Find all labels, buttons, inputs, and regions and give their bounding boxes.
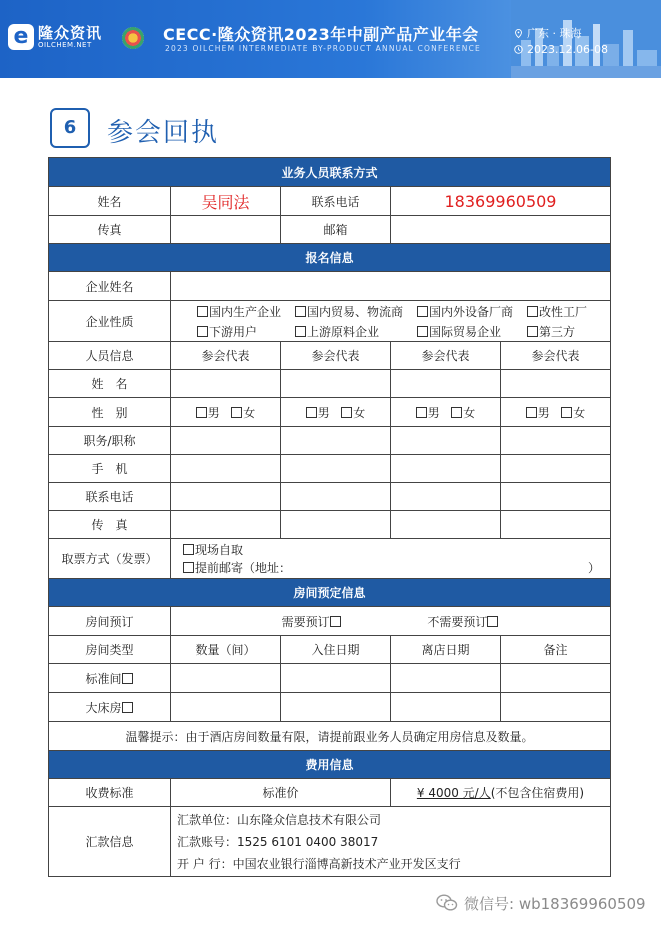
nature-option[interactable]: 第三方 bbox=[527, 323, 575, 340]
rep-mobile-field[interactable] bbox=[171, 455, 281, 483]
conference-title: CECC·隆众资讯2023年中副产品产业年会 bbox=[163, 25, 479, 44]
ticket-method-label: 取票方式（发票） bbox=[49, 539, 171, 579]
checkbox[interactable] bbox=[451, 407, 462, 418]
nature-option[interactable]: 国内外设备厂商 bbox=[417, 303, 527, 320]
email-label: 邮箱 bbox=[281, 216, 391, 244]
checkbox[interactable] bbox=[197, 326, 208, 337]
checkbox[interactable] bbox=[306, 407, 317, 418]
registration-form-table bbox=[48, 157, 611, 877]
name-field[interactable]: 吴同法 bbox=[171, 187, 281, 216]
wechat-id: 微信号: wb18369960509 bbox=[464, 895, 646, 913]
remit-account: 汇款账号：1525 6101 0400 38017 bbox=[177, 834, 379, 849]
section-number-badge: 6 bbox=[50, 108, 90, 148]
room-notice: 温馨提示：由于酒店房间数量有限，请提前跟业务人员确定用房信息及数量。 bbox=[49, 722, 611, 751]
checkbox[interactable] bbox=[295, 326, 306, 337]
rep-title-field[interactable] bbox=[501, 427, 611, 455]
logo-mark: e bbox=[8, 24, 34, 50]
rep-fax-field[interactable] bbox=[391, 511, 501, 539]
rep-phone-field[interactable] bbox=[281, 483, 391, 511]
checkin-header: 入住日期 bbox=[281, 636, 391, 664]
rep-name-field[interactable] bbox=[501, 370, 611, 398]
rep-phone-label: 联系电话 bbox=[49, 483, 171, 511]
room-booking-label: 房间预订 bbox=[49, 607, 171, 636]
standard-price-label: 标准价 bbox=[171, 779, 391, 807]
nature-option[interactable]: 下游用户 bbox=[197, 323, 295, 340]
conference-location bbox=[514, 25, 582, 41]
remit-bank: 开 户 行：中国农业银行淄博高新技术产业开发区支行 bbox=[177, 856, 461, 871]
standard-checkout-field[interactable] bbox=[391, 664, 501, 693]
no-booking-option[interactable]: 不需要预订 bbox=[427, 615, 499, 629]
conference-date bbox=[514, 43, 608, 56]
section-title: 参会回执 bbox=[107, 118, 220, 148]
price-amount: ¥ 4000 元/人 bbox=[416, 786, 491, 800]
standard-qty-field[interactable] bbox=[171, 664, 281, 693]
conference-subtitle: 2023 OILCHEM INTERMEDIATE BY-PRODUCT ANNUAL CONFERENCE bbox=[165, 44, 481, 53]
fee-section-header: 费用信息 bbox=[49, 751, 611, 779]
rep-name-field[interactable] bbox=[171, 370, 281, 398]
king-room-option[interactable]: 大床房 bbox=[49, 693, 171, 722]
checkbox[interactable] bbox=[295, 306, 306, 317]
checkbox[interactable] bbox=[416, 407, 427, 418]
address-close-paren: ） bbox=[587, 560, 600, 575]
checkbox[interactable] bbox=[197, 306, 208, 317]
checkbox[interactable] bbox=[417, 326, 428, 337]
company-field[interactable] bbox=[171, 272, 611, 301]
checkbox[interactable] bbox=[561, 407, 572, 418]
nature-option[interactable]: 国内生产企业 bbox=[197, 303, 295, 320]
nature-option[interactable]: 国内贸易、物流商 bbox=[295, 303, 417, 320]
gender-choice[interactable]: 男 女 bbox=[501, 398, 611, 427]
standard-checkin-field[interactable] bbox=[281, 664, 391, 693]
oilchem-logo bbox=[8, 22, 116, 58]
rep-name-field[interactable] bbox=[391, 370, 501, 398]
standard-note-field[interactable] bbox=[501, 664, 611, 693]
standard-room-option[interactable]: 标准间 bbox=[49, 664, 171, 693]
contact-section-header: 业务人员联系方式 bbox=[49, 158, 611, 187]
rep-header: 参会代表 bbox=[501, 342, 611, 370]
rep-title-field[interactable] bbox=[171, 427, 281, 455]
company-label: 企业姓名 bbox=[49, 272, 171, 301]
rep-phone-field[interactable] bbox=[501, 483, 611, 511]
rep-header: 参会代表 bbox=[391, 342, 501, 370]
remit-info bbox=[171, 807, 611, 877]
registration-section-header: 报名信息 bbox=[49, 244, 611, 272]
rep-phone-field[interactable] bbox=[391, 483, 501, 511]
room-qty-header: 数量（间） bbox=[171, 636, 281, 664]
location-text: 广东 · 珠海 bbox=[527, 27, 582, 40]
ticket-option-onsite[interactable]: 现场自取 bbox=[183, 541, 608, 559]
rep-title-label: 职务/职称 bbox=[49, 427, 171, 455]
nature-option[interactable]: 改性工厂 bbox=[527, 303, 587, 320]
rep-mobile-label: 手 机 bbox=[49, 455, 171, 483]
checkbox[interactable] bbox=[183, 544, 194, 555]
nature-option[interactable]: 国际贸易企业 bbox=[417, 323, 527, 340]
rep-name-field[interactable] bbox=[281, 370, 391, 398]
checkbox[interactable] bbox=[183, 562, 194, 573]
checkbox[interactable] bbox=[526, 407, 537, 418]
price-value bbox=[391, 779, 611, 807]
checkbox[interactable] bbox=[487, 616, 498, 627]
company-nature-options bbox=[171, 301, 611, 342]
logo-english: OILCHEM.NET bbox=[38, 41, 92, 49]
price-note: (不包含住宿费用) bbox=[490, 786, 585, 800]
checkbox[interactable] bbox=[330, 616, 341, 627]
ticket-option-mail[interactable]: 提前邮寄（地址： ） bbox=[183, 559, 608, 577]
king-qty-field[interactable] bbox=[171, 693, 281, 722]
rep-mobile-field[interactable] bbox=[501, 455, 611, 483]
need-booking-option[interactable]: 需要预订 bbox=[282, 615, 342, 629]
checkbox[interactable] bbox=[196, 407, 207, 418]
logo-chinese: 隆众资讯 bbox=[38, 24, 103, 42]
nature-option[interactable]: 上游原料企业 bbox=[295, 323, 417, 340]
location-pin-icon bbox=[514, 29, 523, 38]
company-nature-label: 企业性质 bbox=[49, 301, 171, 342]
rep-mobile-field[interactable] bbox=[281, 455, 391, 483]
wechat-watermark bbox=[436, 893, 646, 914]
checkbox[interactable] bbox=[231, 407, 242, 418]
rep-header: 参会代表 bbox=[171, 342, 281, 370]
fax-label: 传真 bbox=[49, 216, 171, 244]
name-label: 姓名 bbox=[49, 187, 171, 216]
checkbox[interactable] bbox=[527, 326, 538, 337]
checkbox[interactable] bbox=[417, 306, 428, 317]
checkbox[interactable] bbox=[122, 702, 133, 713]
rep-name-label: 姓 名 bbox=[49, 370, 171, 398]
checkbox[interactable] bbox=[527, 306, 538, 317]
room-note-header: 备注 bbox=[501, 636, 611, 664]
gender-choice[interactable]: 男 女 bbox=[391, 398, 501, 427]
clock-icon bbox=[514, 45, 523, 54]
room-type-label: 房间类型 bbox=[49, 636, 171, 664]
king-checkout-field[interactable] bbox=[391, 693, 501, 722]
rep-phone-field[interactable] bbox=[171, 483, 281, 511]
rep-title-field[interactable] bbox=[391, 427, 501, 455]
rep-fax-field[interactable] bbox=[171, 511, 281, 539]
phone-field[interactable]: 18369960509 bbox=[391, 187, 611, 216]
date-text: 2023.12.06-08 bbox=[527, 43, 608, 56]
wechat-icon bbox=[436, 894, 458, 912]
checkbox[interactable] bbox=[122, 673, 133, 684]
rep-mobile-field[interactable] bbox=[391, 455, 501, 483]
remit-unit: 汇款单位：山东隆众信息技术有限公司 bbox=[177, 812, 382, 827]
rep-fax-field[interactable] bbox=[281, 511, 391, 539]
gender-choice[interactable]: 男 女 bbox=[281, 398, 391, 427]
phone-label: 联系电话 bbox=[281, 187, 391, 216]
king-checkin-field[interactable] bbox=[281, 693, 391, 722]
rep-gender-label: 性 别 bbox=[49, 398, 171, 427]
checkbox[interactable] bbox=[341, 407, 352, 418]
rep-fax-label: 传 真 bbox=[49, 511, 171, 539]
remit-info-label: 汇款信息 bbox=[49, 807, 171, 877]
email-field[interactable] bbox=[391, 216, 611, 244]
fee-standard-label: 收费标准 bbox=[49, 779, 171, 807]
rep-title-field[interactable] bbox=[281, 427, 391, 455]
ticket-method-options bbox=[171, 539, 611, 579]
room-booking-options bbox=[171, 607, 611, 636]
gender-choice[interactable]: 男 女 bbox=[171, 398, 281, 427]
room-section-header: 房间预定信息 bbox=[49, 579, 611, 607]
rep-header: 参会代表 bbox=[281, 342, 391, 370]
rep-fax-field[interactable] bbox=[501, 511, 611, 539]
conference-banner bbox=[0, 0, 661, 78]
fax-field[interactable] bbox=[171, 216, 281, 244]
person-info-label: 人员信息 bbox=[49, 342, 171, 370]
checkout-header: 离店日期 bbox=[391, 636, 501, 664]
king-note-field[interactable] bbox=[501, 693, 611, 722]
cecc-emblem-icon bbox=[122, 27, 144, 49]
